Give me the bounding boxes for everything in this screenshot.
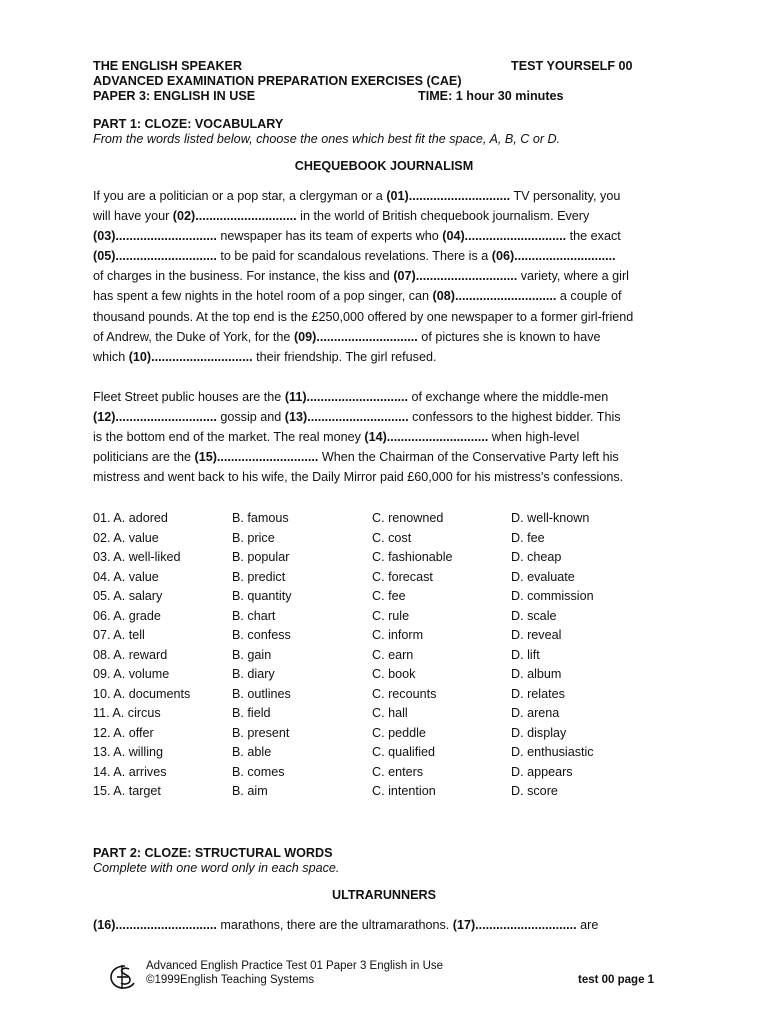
part1-text-title: CHEQUEBOOK JOURNALISM — [294, 159, 474, 173]
part2-paragraph-1 — [93, 915, 633, 935]
option-c: C. earn — [372, 647, 414, 662]
option-row — [93, 724, 653, 744]
text-segment: which — [93, 349, 129, 364]
option-b: B. able — [232, 745, 272, 759]
option-a: 14. A. arrives — [93, 764, 167, 779]
option-b: B. diary — [232, 667, 275, 681]
option-row — [93, 704, 653, 724]
gap-number: (12)............................. — [93, 410, 217, 425]
option-c: C. peddle — [372, 725, 426, 740]
option-c: C. fashionable — [372, 550, 453, 564]
text-segment: mistress and went back to his wife, the Daily Mirror paid £60,000 for his mistress's confessions. — [93, 470, 624, 485]
text-segment: the exact — [566, 229, 621, 244]
gap-number: (06)............................. — [491, 249, 616, 264]
text-segment: when high-level — [488, 430, 580, 445]
option-b: B. present — [232, 725, 290, 740]
footer-course: Advanced English Practice Test 01 Paper 3 English in Use — [146, 960, 444, 972]
text-segment: of pictures she is known to have — [417, 329, 601, 344]
gap-number: (14)............................. — [364, 430, 489, 445]
option-c: C. enters — [372, 764, 424, 779]
gap-number: (08)............................. — [432, 289, 557, 304]
option-a: 05. A. salary — [93, 589, 163, 603]
text-segment: newspaper has its team of experts who — [216, 229, 443, 244]
option-d: D. reveal — [511, 628, 562, 642]
option-row — [93, 743, 653, 763]
option-b: B. predict — [232, 569, 286, 584]
gap-number: (13)............................. — [284, 410, 409, 425]
option-c: C. book — [372, 667, 416, 681]
option-d: D. fee — [511, 530, 545, 545]
gap-number: (03)............................. — [93, 229, 217, 244]
option-c: C. intention — [372, 784, 436, 798]
text-segment: marathons, there are the ultramarathons. — [216, 918, 453, 932]
gap-number: (16)............................. — [93, 918, 217, 932]
text-segment: has spent a few nights in the hotel room of a pop singer, can — [93, 289, 433, 304]
gap-number: (05)............................. — [93, 249, 217, 264]
text-line — [93, 387, 633, 407]
option-row — [93, 626, 653, 646]
option-d: D. score — [511, 784, 558, 798]
part1-options-table — [93, 509, 653, 802]
text-line — [93, 206, 633, 226]
text-segment: of exchange where the middle-men — [408, 390, 609, 404]
part2-text-title: ULTRARUNNERS — [331, 888, 436, 902]
text-segment: When the Chairman of the Conservative Party left his — [318, 450, 619, 465]
gap-number: (07)............................. — [393, 269, 518, 284]
text-segment: thousand pounds. At the top end is the £250,000 offered by one newspaper to a former girl-friend — [93, 309, 634, 324]
option-a: 06. A. grade — [93, 608, 161, 623]
option-b: B. price — [232, 530, 275, 545]
option-a: 11. A. circus — [93, 706, 161, 720]
part1-title: PART 1: CLOZE: VOCABULARY — [93, 117, 284, 131]
text-line — [93, 226, 633, 246]
option-b: B. confess — [232, 628, 291, 642]
option-b: B. quantity — [232, 589, 292, 603]
option-d: D. relates — [511, 686, 565, 701]
option-a: 15. A. target — [93, 784, 161, 798]
option-a: 09. A. volume — [93, 667, 170, 681]
option-b: B. field — [232, 706, 271, 720]
option-b: B. famous — [232, 511, 289, 525]
text-segment: If you are a politician or a pop star, a clergyman or a — [93, 189, 387, 203]
option-a: 13. A. willing — [93, 745, 164, 759]
option-row — [93, 509, 653, 529]
text-line — [93, 327, 633, 347]
option-a: 07. A. tell — [93, 628, 145, 642]
part1-paragraph-2 — [93, 387, 633, 487]
option-c: C. cost — [372, 530, 412, 545]
text-segment: of charges in the business. For instance, the kiss and — [93, 269, 394, 284]
text-segment: gossip and — [216, 410, 285, 425]
text-line — [93, 915, 633, 935]
text-segment: TV personality, you — [510, 189, 621, 203]
part1-instruction: From the words listed below, choose the ones which best fit the space, A, B, C or D. — [93, 132, 561, 146]
text-segment: to be paid for scandalous revelations. There is a — [216, 249, 492, 264]
option-d: D. lift — [511, 647, 540, 662]
option-b: B. aim — [232, 784, 268, 798]
part2-title: PART 2: CLOZE: STRUCTURAL WORDS — [93, 846, 333, 860]
option-row — [93, 646, 653, 666]
option-row — [93, 665, 653, 685]
gap-number: (01)............................. — [386, 189, 511, 203]
text-line — [93, 266, 633, 286]
gap-number: (02)............................. — [172, 209, 297, 224]
text-segment: variety, where a girl — [517, 269, 629, 284]
option-a: 08. A. reward — [93, 647, 168, 662]
option-b: B. outlines — [232, 686, 291, 701]
gap-number: (15)............................. — [194, 450, 319, 465]
option-d: D. well-known — [511, 511, 590, 525]
text-segment: confessors to the highest bidder. This — [408, 410, 621, 425]
option-row — [93, 548, 653, 568]
option-a: 12. A. offer — [93, 725, 154, 740]
option-d: D. album — [511, 667, 562, 681]
text-line — [93, 427, 633, 447]
text-line — [93, 447, 633, 467]
option-row — [93, 782, 653, 802]
gap-number: (17)............................. — [452, 918, 577, 932]
header-publication: THE ENGLISH SPEAKER — [93, 59, 243, 73]
footer-copyright: ©1999English Teaching Systems — [146, 974, 315, 986]
gap-number: (04)............................. — [442, 229, 567, 244]
header-test-label: TEST YOURSELF 00 — [511, 59, 633, 73]
option-c: C. forecast — [372, 569, 433, 584]
part2-instruction: Complete with one word only in each space. — [93, 861, 340, 875]
text-segment: politicians are the — [93, 450, 195, 465]
text-line — [93, 286, 633, 306]
option-d: D. enthusiastic — [511, 745, 594, 759]
option-row — [93, 529, 653, 549]
text-segment: in the world of British chequebook journalism. Every — [296, 209, 590, 224]
option-c: C. rule — [372, 608, 410, 623]
option-d: D. evaluate — [511, 569, 575, 584]
gap-number: (09)............................. — [293, 329, 418, 344]
option-d: D. cheap — [511, 550, 562, 564]
option-a: 04. A. value — [93, 569, 159, 584]
text-segment: are — [576, 918, 599, 932]
text-segment: a couple of — [556, 289, 622, 304]
gap-number: (11)............................. — [284, 390, 408, 404]
option-c: C. inform — [372, 628, 424, 642]
option-d: D. commission — [511, 589, 594, 603]
gap-number: (10)............................. — [128, 349, 253, 364]
option-b: B. comes — [232, 764, 285, 779]
option-row — [93, 607, 653, 627]
option-d: D. scale — [511, 608, 557, 623]
option-b: B. popular — [232, 550, 290, 564]
text-line — [93, 186, 633, 206]
text-line — [93, 347, 633, 367]
option-c: C. qualified — [372, 745, 436, 759]
header-time: TIME: 1 hour 30 minutes — [418, 89, 564, 103]
text-segment: Fleet Street public houses are the — [93, 390, 285, 404]
option-d: D. arena — [511, 706, 560, 720]
text-line — [93, 407, 633, 427]
option-row — [93, 763, 653, 783]
option-d: D. display — [511, 725, 567, 740]
option-row — [93, 568, 653, 588]
option-a: 02. A. value — [93, 530, 159, 545]
ets-logo-icon — [108, 963, 138, 991]
header-exam-title: ADVANCED EXAMINATION PREPARATION EXERCISES (CAE) — [93, 74, 462, 88]
header-paper: PAPER 3: ENGLISH IN USE — [93, 89, 256, 103]
text-line — [93, 467, 633, 487]
option-b: B. chart — [232, 608, 276, 623]
option-c: C. hall — [372, 706, 408, 720]
footer-page-number: test 00 page 1 — [578, 974, 655, 986]
option-row — [93, 685, 653, 705]
text-line — [93, 246, 633, 266]
option-c: C. renowned — [372, 511, 444, 525]
option-a: 01. A. adored — [93, 511, 168, 525]
text-segment: will have your — [93, 209, 173, 224]
text-segment: their friendship. The girl refused. — [252, 349, 437, 364]
option-c: C. fee — [372, 589, 406, 603]
option-a: 03. A. well-liked — [93, 550, 181, 564]
text-segment: of Andrew, the Duke of York, for the — [93, 329, 294, 344]
part1-paragraph-1 — [93, 186, 633, 367]
option-b: B. gain — [232, 647, 272, 662]
text-segment: is the bottom end of the market. The real money — [93, 430, 365, 445]
option-d: D. appears — [511, 764, 573, 779]
text-line — [93, 307, 633, 327]
option-a: 10. A. documents — [93, 686, 191, 701]
option-c: C. recounts — [372, 686, 437, 701]
option-row — [93, 587, 653, 607]
